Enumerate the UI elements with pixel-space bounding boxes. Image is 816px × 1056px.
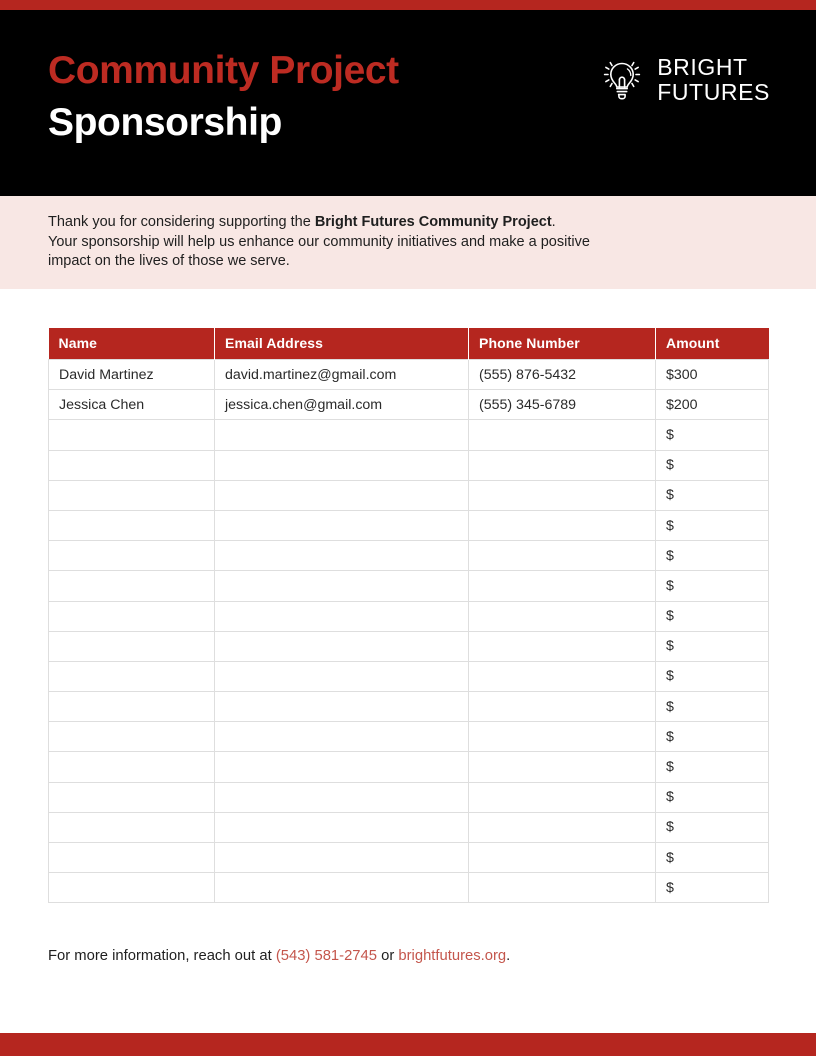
cell-phone[interactable] [469,601,656,631]
brand-logo-text [657,55,770,105]
cell-phone[interactable] [469,722,656,752]
table-row [49,571,769,601]
cell-amount[interactable]: $ [656,873,769,903]
cell-name[interactable] [49,752,215,782]
cell-name[interactable]: Jessica Chen [49,390,215,420]
intro-suffix: . [551,214,556,230]
cell-email[interactable]: david.martinez@gmail.com [215,360,469,390]
cell-name[interactable] [49,601,215,631]
cell-name[interactable] [49,812,215,842]
cell-name[interactable]: David Martinez [49,360,215,390]
intro-banner [0,196,816,289]
cell-email[interactable] [215,601,469,631]
cell-email[interactable] [215,450,469,480]
cell-amount[interactable]: $ [656,631,769,661]
cell-amount[interactable]: $300 [656,360,769,390]
cell-phone[interactable] [469,450,656,480]
cell-name[interactable] [49,873,215,903]
cell-email[interactable] [215,812,469,842]
cell-phone[interactable] [469,692,656,722]
cell-email[interactable] [215,541,469,571]
cell-amount[interactable]: $ [656,812,769,842]
cell-name[interactable] [49,420,215,450]
table-row [49,631,769,661]
cell-phone[interactable]: (555) 345-6789 [469,390,656,420]
brand-logo-line2: FUTURES [657,79,770,105]
footer-prefix: For more information, reach out at [48,948,276,964]
cell-email[interactable] [215,661,469,691]
cell-amount[interactable]: $ [656,541,769,571]
table-header-row [49,328,769,360]
footer-conjunction: or [377,948,399,964]
cell-name[interactable] [49,782,215,812]
intro-line3: impact on the lives of those we serve. [48,253,290,270]
cell-name[interactable] [49,722,215,752]
cell-amount[interactable]: $ [656,420,769,450]
table-row [49,601,769,631]
sponsor-table [48,328,769,903]
column-header-name: Name [49,328,215,360]
table-row [49,420,769,450]
cell-phone[interactable] [469,843,656,873]
cell-email[interactable] [215,631,469,661]
cell-amount[interactable]: $ [656,480,769,510]
cell-phone[interactable] [469,631,656,661]
cell-amount[interactable]: $ [656,571,769,601]
cell-amount[interactable]: $ [656,782,769,812]
intro-prefix: Thank you for considering supporting the [48,214,315,230]
table-row [49,812,769,842]
cell-amount[interactable]: $ [656,692,769,722]
cell-email[interactable]: jessica.chen@gmail.com [215,390,469,420]
cell-email[interactable] [215,571,469,601]
cell-amount[interactable]: $ [656,510,769,540]
cell-name[interactable] [49,450,215,480]
cell-name[interactable] [49,661,215,691]
cell-phone[interactable] [469,873,656,903]
brand-logo [596,54,770,106]
table-row [49,360,769,390]
top-accent-bar [0,0,816,10]
cell-name[interactable] [49,510,215,540]
footer-suffix: . [506,948,511,964]
table-row [49,722,769,752]
brand-logo-line1: BRIGHT [657,54,748,80]
cell-name[interactable] [49,692,215,722]
column-header-email: Email Address [215,328,469,360]
sponsor-table-body [49,360,769,903]
column-header-phone: Phone Number [469,328,656,360]
cell-amount[interactable]: $ [656,752,769,782]
page-title [48,45,399,149]
contact-footer-note [48,945,510,967]
column-header-amount: Amount [656,328,769,360]
table-row [49,873,769,903]
cell-name[interactable] [49,480,215,510]
table-row [49,692,769,722]
intro-text [48,213,768,272]
cell-amount[interactable]: $ [656,661,769,691]
lightbulb-icon [596,54,648,106]
cell-email[interactable] [215,722,469,752]
page-title-line1: Community Project [48,49,399,92]
cell-phone[interactable]: (555) 876-5432 [469,360,656,390]
cell-phone[interactable] [469,571,656,601]
table-row [49,661,769,691]
footer-website-link[interactable]: brightfutures.org [398,948,507,964]
page-title-line2: Sponsorship [48,101,282,144]
cell-phone[interactable] [469,812,656,842]
cell-amount[interactable]: $ [656,843,769,873]
cell-amount[interactable]: $ [656,722,769,752]
cell-email[interactable] [215,843,469,873]
cell-email[interactable] [215,510,469,540]
intro-line2: Your sponsorship will help us enhance our community initiatives and make a positive [48,233,590,250]
sponsor-table-header [49,328,769,360]
table-row [49,390,769,420]
cell-name[interactable] [49,843,215,873]
sponsor-table-container [48,328,768,903]
cell-phone[interactable] [469,480,656,510]
cell-phone[interactable] [469,661,656,691]
cell-amount[interactable]: $ [656,601,769,631]
cell-amount[interactable]: $200 [656,390,769,420]
cell-phone[interactable] [469,752,656,782]
footer-phone-link[interactable]: (543) 581-2745 [275,948,377,964]
table-row [49,843,769,873]
cell-email[interactable] [215,692,469,722]
cell-name[interactable] [49,571,215,601]
cell-email[interactable] [215,752,469,782]
table-row [49,450,769,480]
table-row [49,541,769,571]
cell-name[interactable] [49,631,215,661]
cell-phone[interactable] [469,782,656,812]
bottom-accent-bar [0,1033,816,1056]
intro-bold-project-name: Bright Futures Community Project [314,214,552,230]
cell-amount[interactable]: $ [656,450,769,480]
cell-email[interactable] [215,420,469,450]
table-row [49,480,769,510]
table-row [49,782,769,812]
cell-phone[interactable] [469,420,656,450]
cell-email[interactable] [215,480,469,510]
cell-phone[interactable] [469,541,656,571]
cell-email[interactable] [215,782,469,812]
cell-phone[interactable] [469,510,656,540]
cell-email[interactable] [215,873,469,903]
cell-name[interactable] [49,541,215,571]
page-header [0,10,816,196]
table-row [49,752,769,782]
table-row [49,510,769,540]
